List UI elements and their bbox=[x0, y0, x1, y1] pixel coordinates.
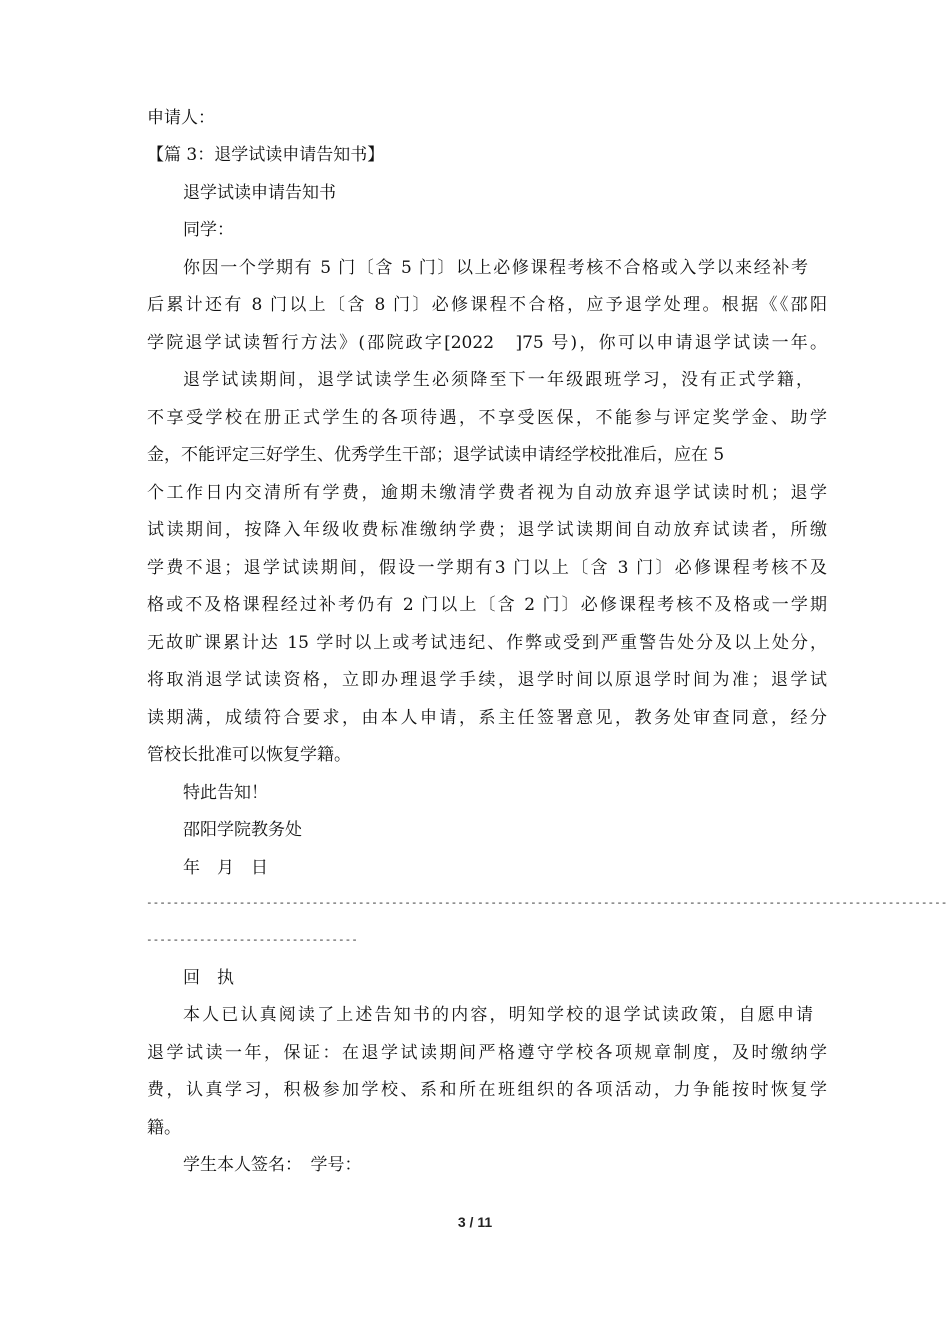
closing-text: 特此告知！ bbox=[183, 783, 268, 803]
salutation: 同学： bbox=[183, 220, 234, 240]
paragraph-line: 读期满，成绩符合要求，由本人申请，系主任签署意见，教务处审查同意，经分 bbox=[147, 708, 827, 728]
issuer-name: 邵阳学院教务处 bbox=[183, 820, 302, 840]
paragraph-line: 退学试读一年，保证：在退学试读期间严格遵守学校各项规章制度，及时缴纳学 bbox=[147, 1043, 827, 1063]
receipt-title: 回 执 bbox=[183, 968, 234, 988]
paragraph-line: 你因一个学期有 5 门〔含 5 门〕以上必修课程考核不合格或入学以来经补考 bbox=[183, 258, 808, 278]
notice-title: 退学试读申请告知书 bbox=[183, 183, 336, 203]
paragraph-line: 后累计还有 8 门以上〔含 8 门〕必修课程不合格，应予退学处理。根据《《邵阳 bbox=[147, 295, 827, 315]
paragraph-line: 将取消退学试读资格，立即办理退学手续，退学时间以原退学时间为准；退学试 bbox=[147, 670, 827, 690]
chapter-heading: 【篇 3：退学试读申请告知书】 bbox=[147, 145, 385, 165]
paragraph-line: 不享受学校在册正式学生的各项待遇，不享受医保，不能参与评定奖学金、助学 bbox=[147, 408, 827, 428]
paragraph-line: 退学试读期间，退学试读学生必须降至下一年级跟班学习，没有正式学籍， bbox=[183, 370, 813, 390]
paragraph-line: 试读期间，按降入年级收费标准缴纳学费；退学试读期间自动放弃试读者，所缴 bbox=[147, 520, 827, 540]
paragraph-line: 金，不能评定三好学生、优秀学生干部；退学试读申请经学校批准后，应在 5 bbox=[147, 445, 725, 465]
paragraph-line: 管校长批准可以恢复学籍。 bbox=[147, 745, 351, 765]
paragraph-line: 学院退学试读暂行方法》(邵院政字[2022 ]75 号)，你可以申请退学试读一年。 bbox=[147, 333, 827, 353]
paragraph-line: 个工作日内交清所有学费，逾期未缴清学费者视为自动放弃退学试读时机；退学 bbox=[147, 483, 827, 503]
paragraph-line: 格或不及格课程经过补考仍有 2 门以上〔含 2 门〕必修课程考核不及格或一学期 bbox=[147, 595, 827, 615]
paragraph-line: 学费不退；退学试读期间，假设一学期有3 门以上〔含 3 门〕必修课程考核不及 bbox=[147, 558, 827, 578]
page-indicator: 3 / 11 bbox=[457, 1214, 493, 1230]
date-line: 年 月 日 bbox=[183, 858, 268, 878]
separator-line: -------------------------------- bbox=[146, 933, 358, 946]
paragraph-line: 无故旷课累计达 15 学时以上或考试违纪、作弊或受到严重警告处分及以上处分， bbox=[147, 633, 827, 653]
separator-line: ------------------------------------------------------------------------------------------------------------------------- bbox=[146, 896, 948, 909]
paragraph-line: 费，认真学习，积极参加学校、系和所在班组织的各项活动，力争能按时恢复学 bbox=[147, 1080, 827, 1100]
signature-line: 学生本人签名： 学号： bbox=[183, 1155, 362, 1175]
paragraph-line: 本人已认真阅读了上述告知书的内容，明知学校的退学试读政策，自愿申请 bbox=[183, 1005, 813, 1025]
paragraph-line: 籍。 bbox=[147, 1118, 181, 1138]
applicant-label: 申请人： bbox=[147, 108, 215, 128]
